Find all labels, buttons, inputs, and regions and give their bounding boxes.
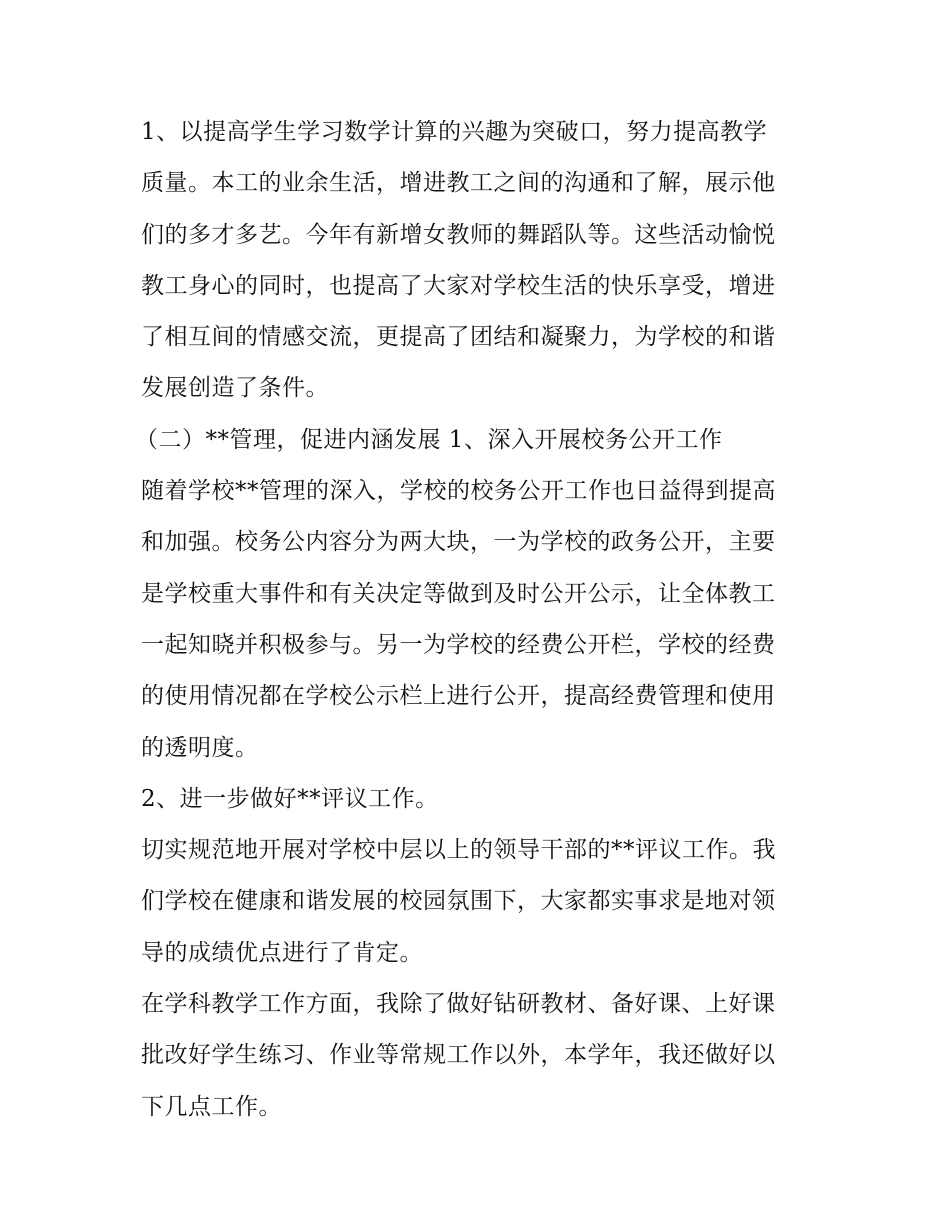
- text-line: 发展创造了条件。: [141, 375, 329, 402]
- text-line: 教工身心的同时，也提高了大家对学校生活的快乐享受，增进: [141, 272, 776, 299]
- text-line: 在学科教学工作方面，我除了做好钻研教材、备好课、上好课: [141, 991, 776, 1018]
- text-line: 导的成绩优点进行了肯定。: [141, 939, 423, 966]
- text-line: 1、以提高学生学习数学计算的兴趣为突破口，努力提高教学: [141, 119, 768, 145]
- section-heading: （二）**管理，促进内涵发展 1、深入开展校务公开工作: [135, 426, 723, 453]
- text-line: 的使用情况都在学校公示栏上进行公开，提高经费管理和使用: [141, 683, 776, 710]
- subheading-line: 2、进一步做好**评议工作。: [141, 785, 439, 812]
- text-line: 是学校重大事件和有关决定等做到及时公开公示，让全体教工: [141, 580, 776, 607]
- text-line: 切实规范地开展对学校中层以上的领导干部的**评议工作。我: [141, 837, 776, 864]
- text-line: 们学校在健康和谐发展的校园氛围下，大家都实事求是地对领: [141, 888, 776, 915]
- text-line: 的透明度。: [141, 734, 259, 761]
- text-line: 下几点工作。: [141, 1093, 282, 1120]
- text-line: 质量。本工的业余生活，增进教工之间的沟通和了解，展示他: [141, 170, 776, 197]
- text-line: 和加强。校务公内容分为两大块，一为学校的政务公开，主要: [141, 529, 776, 556]
- text-line: 一起知晓并积极参与。另一为学校的经费公开栏，学校的经费: [141, 631, 776, 658]
- text-line: 们的多才多艺。今年有新增女教师的舞蹈队等。这些活动愉悦: [141, 221, 776, 248]
- text-line: 批改好学生练习、作业等常规工作以外，本学年，我还做好以: [141, 1042, 776, 1069]
- text-line: 了相互间的情感交流，更提高了团结和凝聚力，为学校的和谐: [141, 324, 776, 351]
- document-body: [135, 107, 821, 1133]
- text-line: 随着学校**管理的深入，学校的校务公开工作也日益得到提高: [141, 478, 776, 505]
